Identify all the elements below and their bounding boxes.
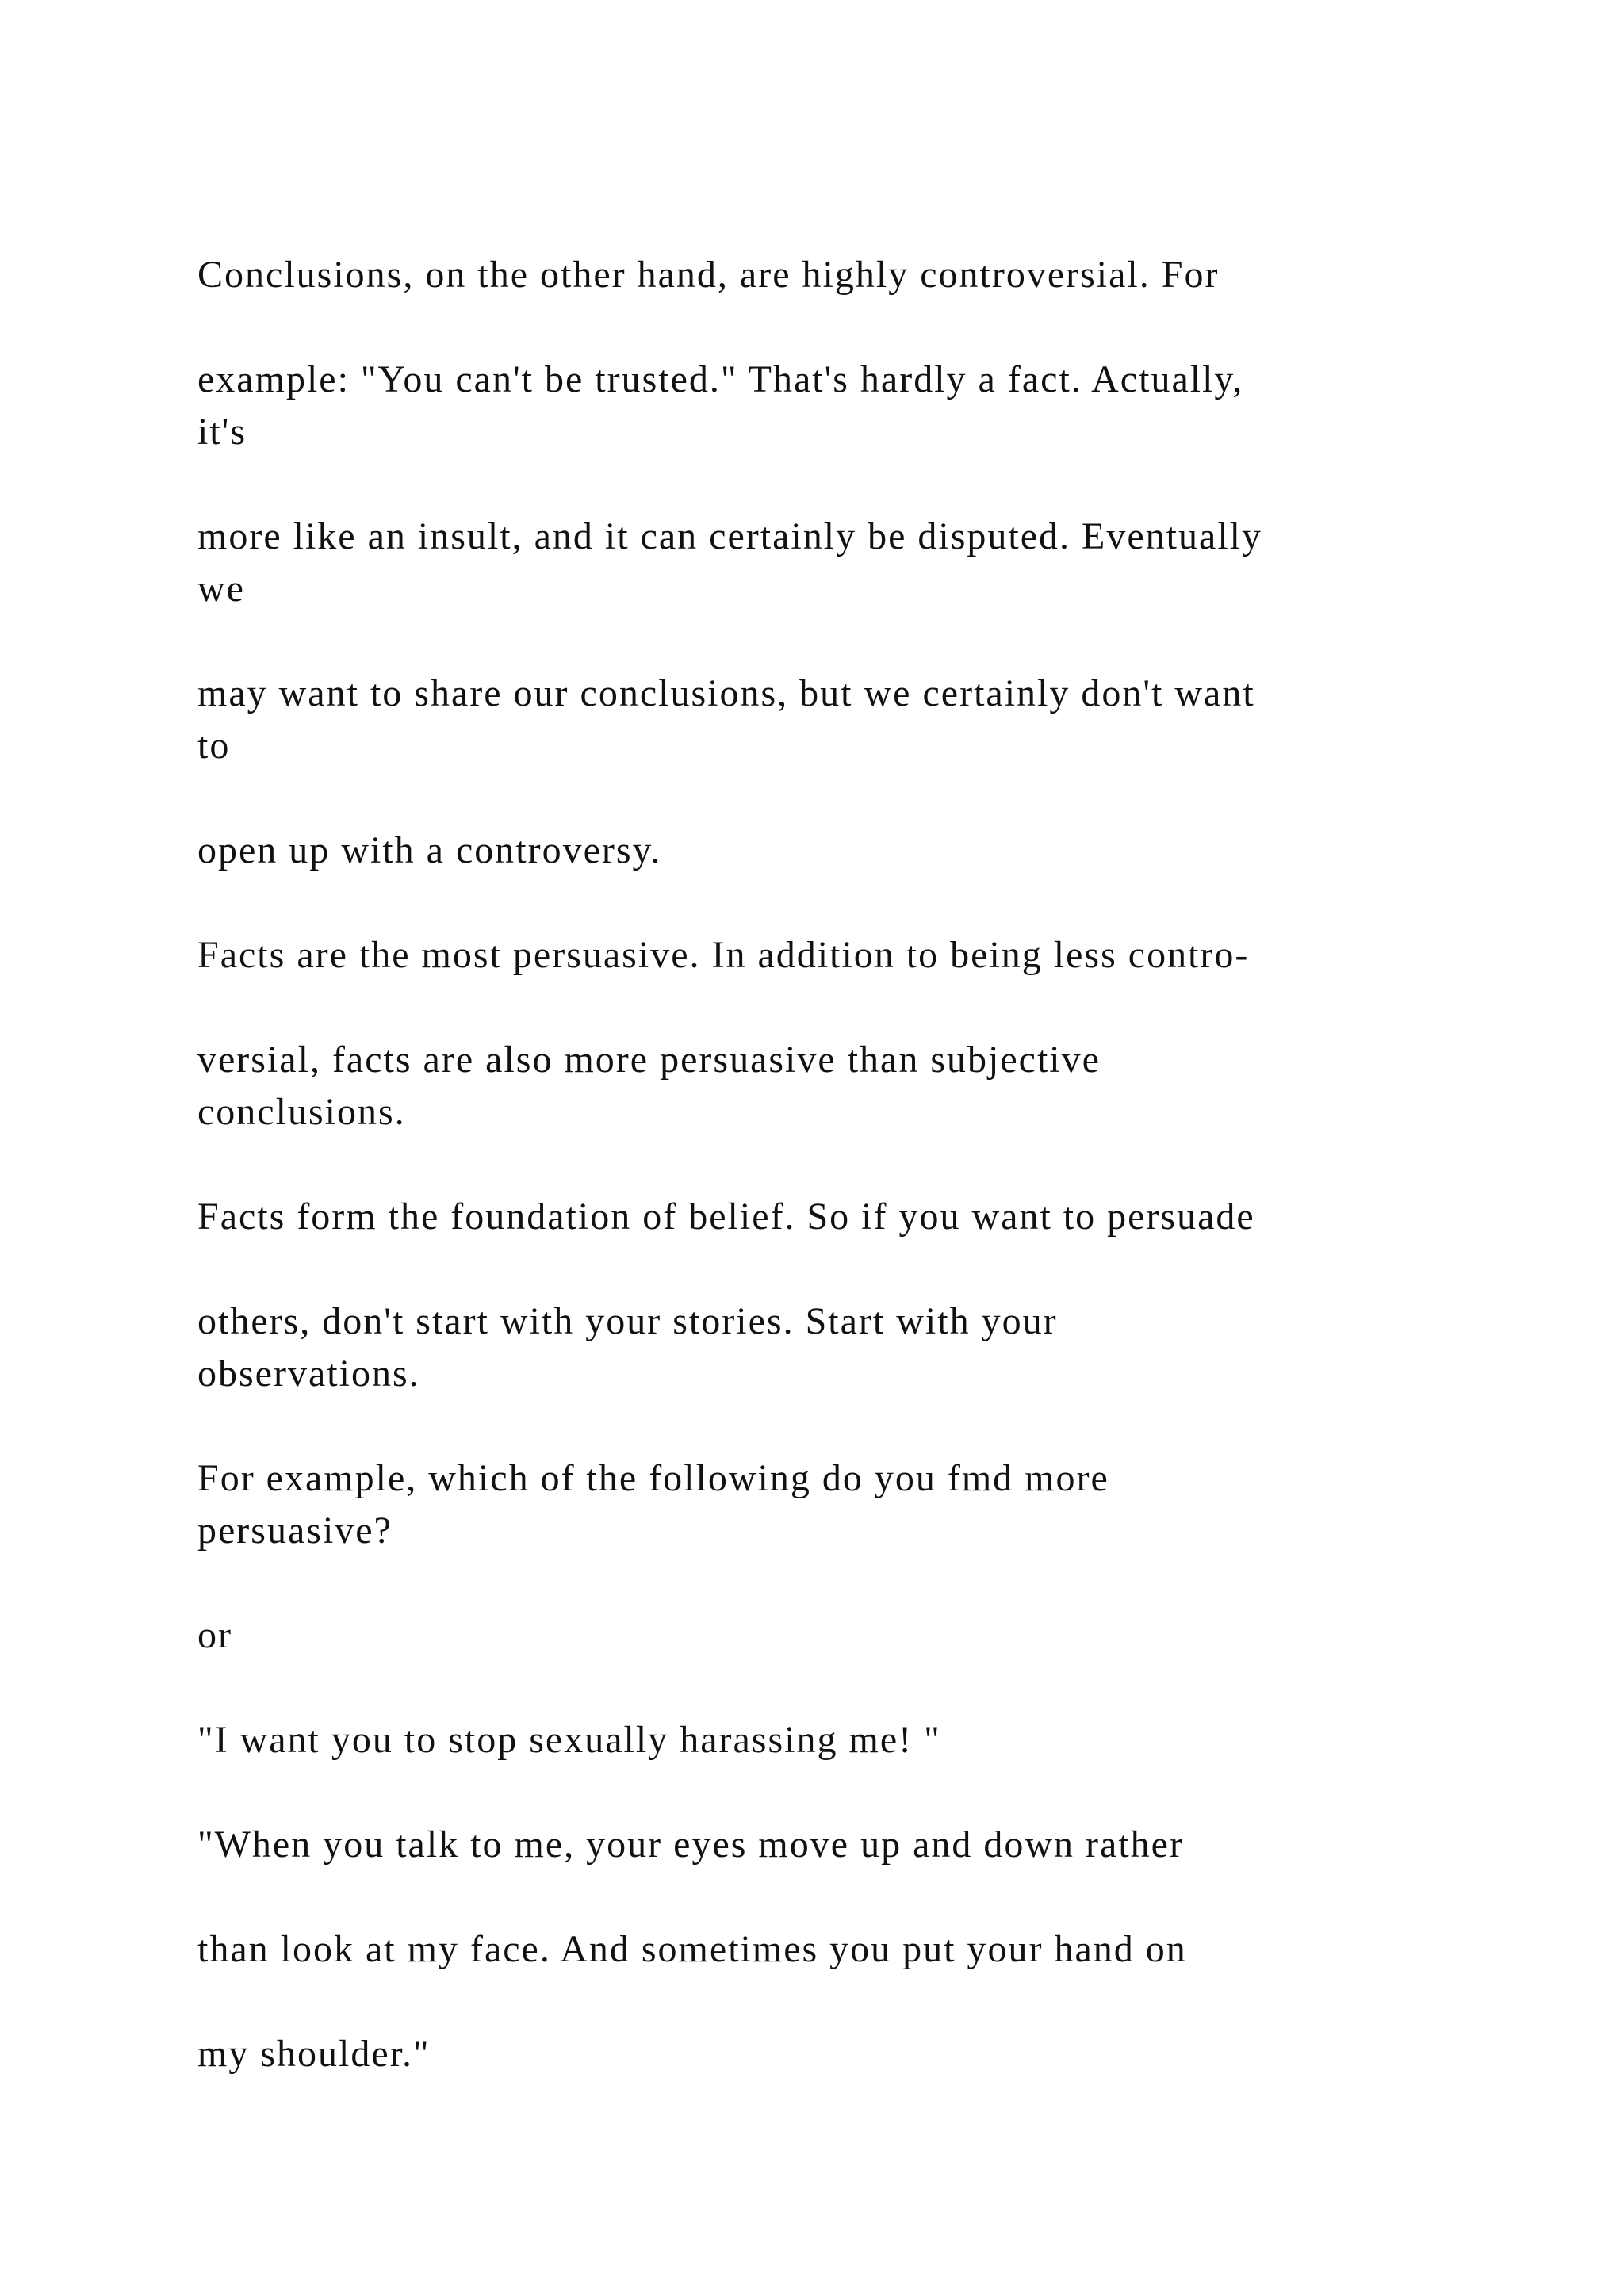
- text-line: to: [197, 725, 231, 767]
- text-line: "I want you to stop sexually harassing me! ": [197, 1719, 941, 1761]
- text-line: example: "You can't be trusted." That's hardly a fact. Actually,: [197, 358, 1244, 400]
- text-line: others, don't start with your stories. Start with your: [197, 1300, 1058, 1342]
- text-line: it's: [197, 411, 247, 453]
- text-line: Facts form the foundation of belief. So if you want to persuade: [197, 1196, 1255, 1238]
- text-line: "When you talk to me, your eyes move up and down rather: [197, 1823, 1184, 1866]
- text-line: we: [197, 568, 245, 610]
- text-line: more like an insult, and it can certainly be disputed. Eventually: [197, 515, 1262, 557]
- text-line: Facts are the most persuasive. In addition to being less contro-: [197, 934, 1250, 976]
- text-line: persuasive?: [197, 1510, 393, 1552]
- text-line: For example, which of the following do you fmd more: [197, 1457, 1109, 1499]
- text-line: observations.: [197, 1353, 420, 1395]
- text-line: or: [197, 1614, 232, 1656]
- text-line: open up with a controversy.: [197, 829, 662, 871]
- text-line: versial, facts are also more persuasive than subjective: [197, 1039, 1101, 1081]
- text-line: my shoulder.": [197, 2033, 431, 2075]
- text-line: than look at my face. And sometimes you put your hand on: [197, 1928, 1187, 1970]
- text-line: may want to share our conclusions, but we certainly don't want: [197, 672, 1255, 714]
- text-line: conclusions.: [197, 1091, 406, 1133]
- text-line: Conclusions, on the other hand, are highly controversial. For: [197, 254, 1220, 296]
